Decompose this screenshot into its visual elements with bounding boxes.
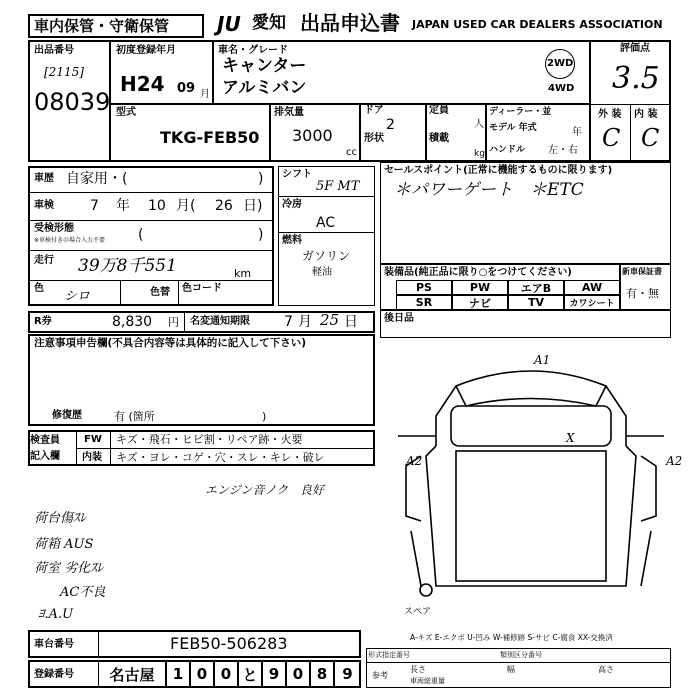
handwritten-line: 荷箱 AUS: [34, 537, 94, 552]
form-number-label: 形式指定番号: [368, 651, 410, 659]
row-line: [366, 662, 671, 663]
inspection-day-unit: 日): [243, 198, 263, 214]
exterior-label: 外 装: [598, 109, 622, 120]
left-mid-frame: [28, 166, 274, 306]
handwritten-line: AC不良: [60, 585, 106, 600]
car-grade: アルミバン: [222, 78, 307, 98]
diagram-mark: A1: [534, 353, 551, 367]
lot-number: 08039: [34, 88, 111, 116]
inspection-day: 26: [215, 198, 233, 214]
equip-aw: AW: [564, 280, 620, 295]
mileage-unit: km: [234, 267, 252, 280]
inspection-label: 車検: [34, 200, 54, 211]
model-label: 型式: [116, 107, 136, 118]
load-unit: kg: [474, 149, 485, 159]
interior-label: 内 装: [634, 109, 658, 120]
chassis-label: 車台番号: [34, 639, 74, 650]
drive-4wd: 4WD: [548, 83, 575, 94]
first-reg-label: 初度登録年月: [116, 45, 176, 56]
reg-region: 名古屋: [98, 660, 166, 688]
color-label: 色: [34, 283, 44, 294]
fuel-sub: 軽油: [312, 267, 332, 278]
form-type-open: (: [138, 227, 144, 243]
fw-text: キズ・飛石・ヒビ割・リペア跡・火要: [116, 433, 303, 446]
recycle-label: R券: [34, 316, 52, 327]
reg-char: 1: [166, 660, 190, 688]
row-line: [76, 448, 375, 449]
handle-options: 左・右: [548, 145, 578, 156]
inspection-year: 7: [90, 198, 99, 214]
form-title: 出品申込書: [300, 11, 400, 35]
color-code-label: 色コード: [182, 283, 222, 294]
shift-label: シフト: [282, 169, 312, 180]
deadline-month-unit: 月: [298, 314, 312, 330]
notes-label: 注意事項申告欄(不具合内容等は具体的に記入して下さい): [34, 337, 307, 349]
reg-char: 0: [214, 660, 238, 688]
warranty-value: 有・無: [626, 287, 659, 300]
grade-mid-line: [630, 104, 631, 162]
form-type-note: ※車検付きの場合入力不要: [34, 237, 106, 244]
row-line: [28, 280, 274, 281]
repair-close: ): [262, 410, 267, 423]
sales-point-text: ＊パワーゲート ＊ETC: [394, 180, 584, 200]
load-label: 積載: [429, 133, 449, 144]
displacement-label: 排気量: [274, 107, 304, 118]
doors-value: 2: [386, 117, 395, 133]
equip-navi: ナビ: [452, 295, 508, 310]
year-unit: 年: [572, 127, 582, 138]
equip-tv: TV: [508, 295, 564, 310]
reg-char: 9: [262, 660, 286, 688]
row-line: [28, 250, 274, 251]
equip-pw: PW: [452, 280, 508, 295]
first-reg-year: H24: [120, 72, 165, 96]
sales-point-label: セールスポイント(正常に機能するものに限ります): [384, 165, 613, 176]
inspection-month: 10: [148, 198, 166, 214]
row-line: [278, 196, 375, 197]
storage-label: 車内保管・守衛保管: [34, 17, 170, 35]
spare-label: スペア: [404, 607, 432, 617]
capacity-label: 定員: [429, 105, 449, 116]
inspection-month-unit: 月(: [176, 198, 196, 214]
doors-label: ドア: [364, 105, 384, 116]
diagram-mark: X: [566, 431, 575, 445]
interior-row-label: 内装: [82, 452, 102, 463]
equip-leather: カワシート: [564, 295, 620, 310]
fw-label: FW: [84, 434, 102, 445]
col-line: [120, 280, 121, 306]
capacity-unit: 人: [474, 119, 484, 130]
exterior-grade: C: [602, 124, 621, 152]
reg-char: 0: [190, 660, 214, 688]
first-reg-month-unit: 月: [200, 89, 210, 100]
weight-label: 車両総重量: [410, 677, 445, 685]
reg-char: 0: [286, 660, 310, 688]
width-label: 幅: [507, 665, 515, 674]
aircon-label: 冷房: [282, 199, 302, 210]
fuel-value: ガソリン: [302, 249, 351, 263]
deadline-day-unit: 日: [344, 314, 358, 330]
recycle-unit: 円: [168, 316, 179, 329]
afterfit-label: 後日品: [384, 313, 414, 324]
dealer-label: ディーラー・並: [489, 107, 552, 117]
paint-label: 色替: [150, 287, 170, 298]
mileage-label: 走行: [34, 255, 54, 266]
equip-ps: PS: [396, 280, 452, 295]
handwritten-line: 荷台傷ｽﾚ: [34, 511, 87, 526]
recycle-value: 8,830: [112, 314, 153, 330]
row-line: [278, 232, 375, 233]
sales-point-box: [380, 162, 671, 264]
shape-label: 形状: [364, 133, 384, 144]
col-line: [178, 280, 179, 306]
lot-sub-number: [2115]: [44, 65, 84, 79]
inspector-label-2: 記入欄: [30, 451, 60, 462]
handwritten-line: ﾖ.A.U: [38, 607, 74, 622]
repair-label: 修復歴: [52, 410, 82, 421]
fuel-label: 燃料: [282, 235, 302, 246]
grade-label: 評価点: [620, 43, 650, 54]
row-line: [28, 220, 274, 221]
equip-airbag: エアB: [508, 280, 564, 295]
color-value: シロ: [64, 289, 91, 304]
row-line: [28, 192, 274, 193]
reg-char: と: [238, 660, 262, 688]
car-name-label: 車名・グレード: [218, 45, 288, 56]
displacement-unit: cc: [346, 147, 357, 158]
interior-row-text: キズ・ヨレ・コゲ・穴・スレ・キレ・破レ: [116, 451, 325, 464]
diagram-mark: A2: [406, 454, 423, 468]
warranty-label: 新車保証書: [622, 267, 662, 276]
usage-label: 車歴: [34, 173, 54, 184]
diagram-mark: A2: [666, 454, 683, 468]
form-type-close: ): [258, 227, 264, 243]
length-label: 長さ: [410, 665, 426, 674]
col-line: [184, 311, 185, 333]
drive-2wd: 2WD: [547, 58, 574, 69]
grade-score: 3.5: [612, 61, 660, 96]
col-line: [110, 430, 111, 466]
vehicle-diagram: [396, 346, 666, 606]
association-name: JAPAN USED CAR DEALERS ASSOCIATION: [412, 18, 663, 31]
repair-value: 有 (箇所: [114, 410, 155, 423]
equipment-label: 装備品(純正品に限り○をつけてください): [384, 267, 572, 278]
handwritten-line: 荷室 劣化ｽﾚ: [34, 561, 104, 576]
logo-text: 愛知: [252, 13, 286, 33]
first-reg-month: 09: [177, 81, 196, 96]
ref-label: 参考: [372, 671, 388, 680]
height-label: 高さ: [598, 665, 614, 674]
usage-close: ): [258, 171, 264, 187]
model-year-label: モデル 年式: [489, 123, 537, 133]
equip-sr: SR: [396, 295, 452, 310]
damage-legend: A-キズ E-エクボ U-凹み W-補修跡 S-サビ C-腐食 XX-交換済: [410, 633, 613, 642]
aircon-value: AC: [316, 215, 336, 231]
col-line: [98, 630, 99, 658]
shift-value: 5F MT: [316, 179, 360, 194]
inspection-year-unit: 年: [116, 198, 130, 214]
deadline-label: 名変通知期限: [190, 316, 250, 327]
ju-logo: JU: [217, 12, 241, 36]
reg-char: 8: [310, 660, 334, 688]
chassis-value: FEB50-506283: [170, 634, 288, 653]
handle-label: ハンドル: [489, 145, 526, 155]
afterfit-box: [380, 310, 671, 338]
reg-char: 9: [334, 660, 361, 688]
handwritten-engine: エンジン音ノク 良好: [205, 483, 325, 497]
inspector-label-1: 検査員: [30, 435, 60, 446]
form-type-label: 受検形態: [34, 223, 74, 234]
deadline-day: 25: [320, 311, 340, 329]
registration-label: 登録番号: [34, 669, 74, 680]
class-number-label: 類別区分番号: [500, 651, 542, 659]
mileage-value: 39万8千551: [78, 256, 177, 276]
usage-value: 自家用・(: [66, 171, 128, 187]
car-name: キャンター: [222, 56, 307, 76]
interior-grade: C: [641, 124, 660, 152]
lot-label: 出品番号: [34, 45, 74, 56]
deadline-month: 7: [284, 314, 293, 330]
model-value: TKG-FEB50: [160, 128, 260, 147]
displacement-value: 3000: [292, 126, 333, 145]
